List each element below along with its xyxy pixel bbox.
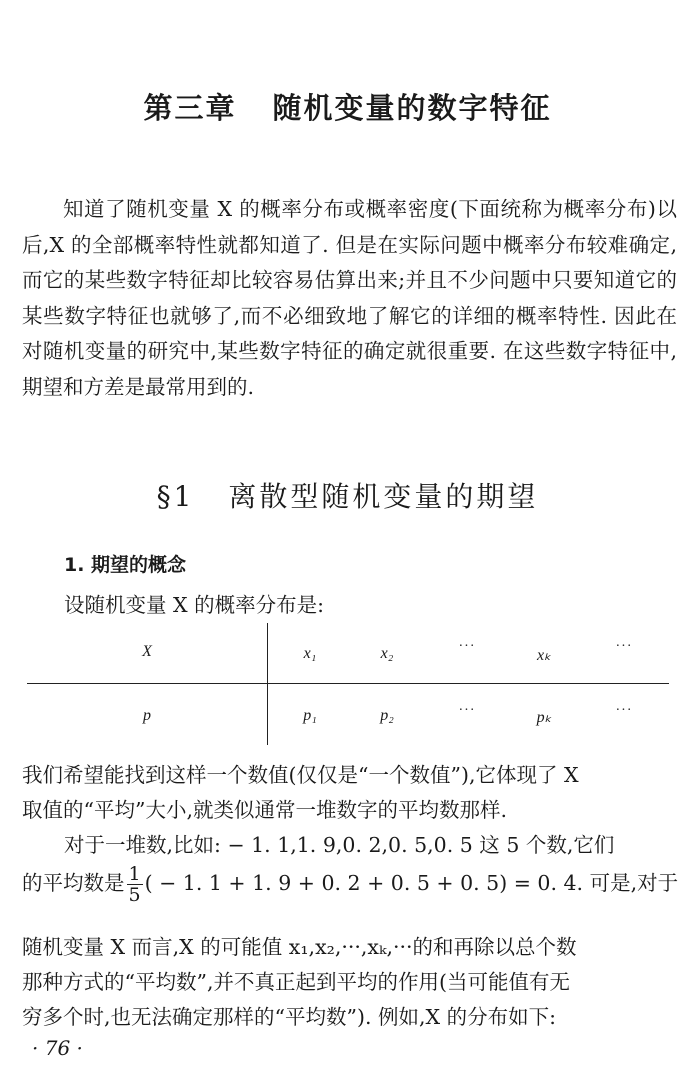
page-number: · 76 · <box>32 1036 83 1060</box>
section-title <box>0 475 695 515</box>
table-cell: x₂ <box>380 645 394 662</box>
paragraph-line: 穷多个时,也无法确定那样的“平均数”). 例如,X 的分布如下: <box>22 1005 557 1029</box>
paragraph-line-with-fraction <box>22 864 677 905</box>
table-cell: xₖ <box>537 647 551 664</box>
table-head-x: X <box>142 643 152 660</box>
fraction-denominator: 5 <box>128 884 141 906</box>
fraction-numerator: 1 <box>128 863 141 885</box>
paragraph-line: 那种方式的“平均数”,并不真正起到平均的作用(当可能值有无 <box>22 970 570 994</box>
table-cell: ··· <box>615 703 633 718</box>
section-name: 离散型随机变量的期望 <box>228 480 539 513</box>
table-cell: p₂ <box>380 707 394 724</box>
chapter-title <box>0 86 695 127</box>
text-segment: 的平均数是 <box>22 871 125 895</box>
intro-paragraph: 知道了随机变量 X 的概率分布或概率密度(下面统称为概率分布)以后,X 的全部概率特性就都知道了. 但是在实际问题中概率分布较难确定,而它的某些数字特征却比较容易估算出来;并且不少问题中只要知道它的某些数字特征也就够了,而不必细致地了解它的详细的概率特性. 因此在对随机变量的研究中,某些数字特征的确定就很重要. 在这些数字特征中,期望和方差是最常用到的. <box>22 197 677 399</box>
distribution-table <box>27 623 669 745</box>
table-cell: p₁ <box>303 707 317 724</box>
table-cell: x₁ <box>303 645 317 662</box>
section-number: §1 <box>156 480 195 513</box>
paragraph-line: 随机变量 X 而言,X 的可能值 x₁,x₂,···,xₖ,···的和再除以总个数 <box>22 935 577 959</box>
paragraph-line: 对于一堆数,比如: − 1. 1,1. 9,0. 2,0. 5,0. 5 这 5 个数,它们 <box>64 833 615 857</box>
text-segment: ( − 1. 1 + 1. 9 + 0. 2 + 0. 5 + 0. 5) = 0. 4. 可是,对于 <box>144 871 679 895</box>
subsection-heading: 1. 期望的概念 <box>64 554 187 576</box>
chapter-number: 第三章 <box>143 91 237 125</box>
table-head-p: p <box>143 707 151 724</box>
table-cell: ··· <box>615 639 633 654</box>
paragraph-line: 我们希望能找到这样一个数值(仅仅是“一个数值”),它体现了 X <box>22 763 579 787</box>
table-divider-vertical <box>267 623 268 745</box>
chapter-name: 随机变量的数字特征 <box>272 91 552 125</box>
table-cell: ··· <box>458 639 476 654</box>
distribution-intro-line: 设随机变量 X 的概率分布是: <box>64 593 325 617</box>
paragraph-line: 取值的“平均”大小,就类似通常一堆数字的平均数那样. <box>22 798 507 822</box>
table-divider-horizontal <box>27 683 669 684</box>
fraction <box>127 864 143 905</box>
table-cell: ··· <box>458 703 476 718</box>
table-cell: pₖ <box>536 709 552 726</box>
